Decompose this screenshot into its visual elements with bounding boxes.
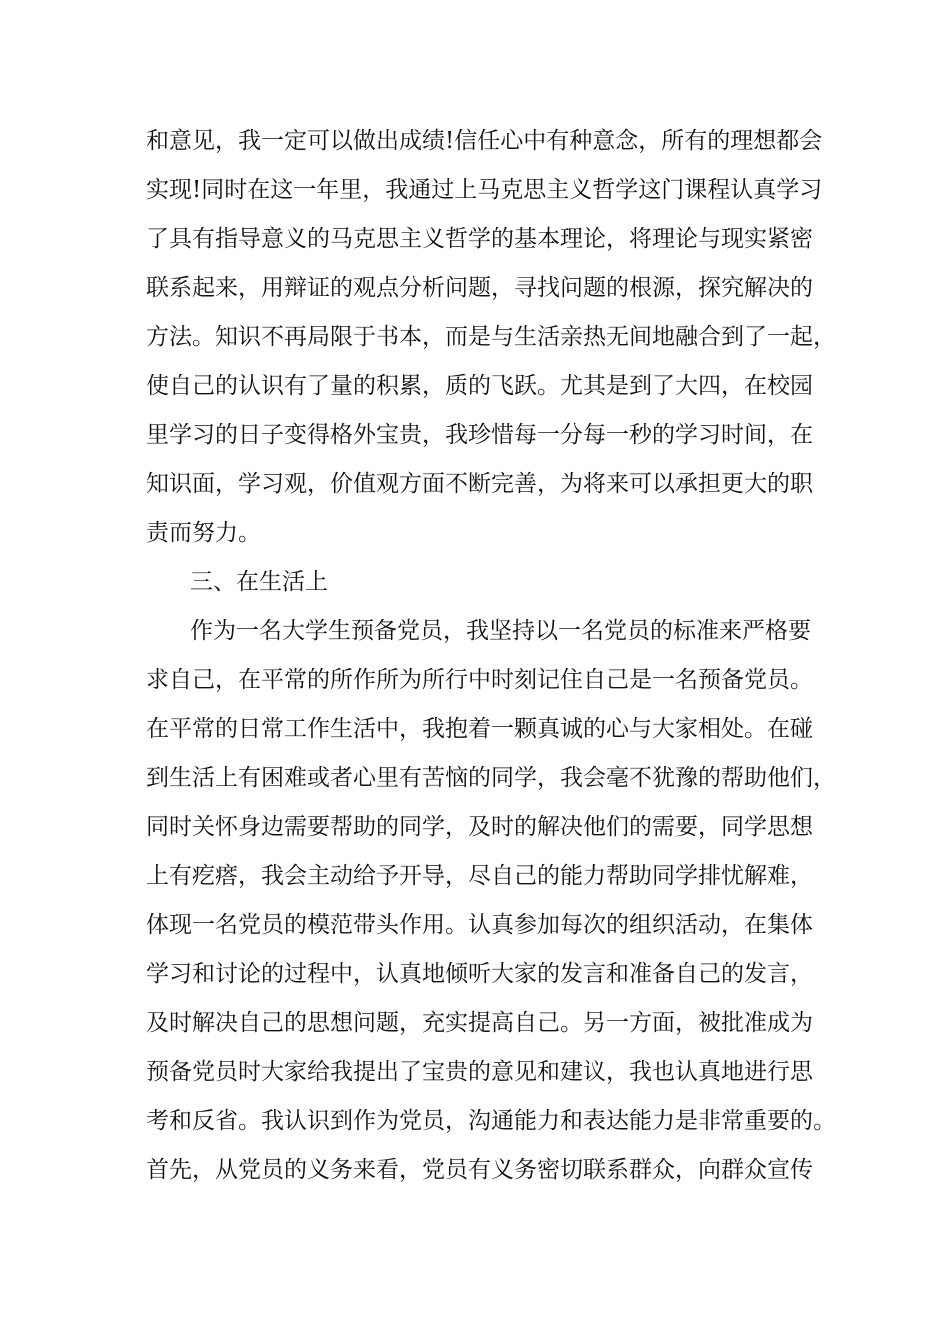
- text-line: 和意见，我一定可以做出成绩!信任心中有种意念，所有的理想都会: [146, 128, 823, 154]
- paragraph-start-line: 作为一名大学生预备党员，我坚持以一名党员的标准来严格要: [190, 618, 811, 644]
- text-line: 预备党员时大家给我提出了宝贵的意见和建议，我也认真地进行思: [146, 1059, 813, 1085]
- text-line: 体现一名党员的模范带头作用。认真参加每次的组织活动，在集体: [146, 912, 813, 938]
- text-line: 首先，从党员的义务来看，党员有义务密切联系群众，向群众宣传: [146, 1157, 813, 1183]
- text-line: 在平常的日常工作生活中，我抱着一颗真诚的心与大家相处。在碰: [146, 716, 813, 742]
- text-line: 求自己，在平常的所作所为所行中时刻记住自己是一名预备党员。: [146, 667, 813, 693]
- text-line: 方法。知识不再局限于书本，而是与生活亲热无间地融合到了一起，: [146, 324, 836, 350]
- text-line: 考和反省。我认识到作为党员，沟通能力和表达能力是非常重要的。: [146, 1108, 836, 1134]
- text-line: 学习和讨论的过程中，认真地倾听大家的发言和准备自己的发言，: [146, 961, 813, 987]
- text-line: 实现!同时在这一年里，我通过上马克思主义哲学这门课程认真学习: [146, 177, 823, 203]
- text-line: 责而努力。: [146, 520, 261, 546]
- section-heading: 三、在生活上: [190, 569, 328, 595]
- text-line: 到生活上有困难或者心里有苦恼的同学，我会毫不犹豫的帮助他们，: [146, 765, 836, 791]
- text-line: 同时关怀身边需要帮助的同学，及时的解决他们的需要，同学思想: [146, 814, 813, 840]
- text-line: 使自己的认识有了量的积累，质的飞跃。尤其是到了大四，在校园: [146, 373, 813, 399]
- text-line: 知识面，学习观，价值观方面不断完善，为将来可以承担更大的职: [146, 471, 813, 497]
- text-line: 了具有指导意义的马克思主义哲学的基本理论，将理论与现实紧密: [146, 226, 813, 252]
- text-line: 及时解决自己的思想问题，充实提高自己。另一方面，被批准成为: [146, 1010, 813, 1036]
- text-line: 里学习的日子变得格外宝贵，我珍惜每一分每一秒的学习时间，在: [146, 422, 813, 448]
- text-line: 上有疙瘩，我会主动给予开导，尽自己的能力帮助同学排忧解难，: [146, 863, 813, 889]
- text-line: 联系起来，用辩证的观点分析问题，寻找问题的根源，探究解决的: [146, 275, 813, 301]
